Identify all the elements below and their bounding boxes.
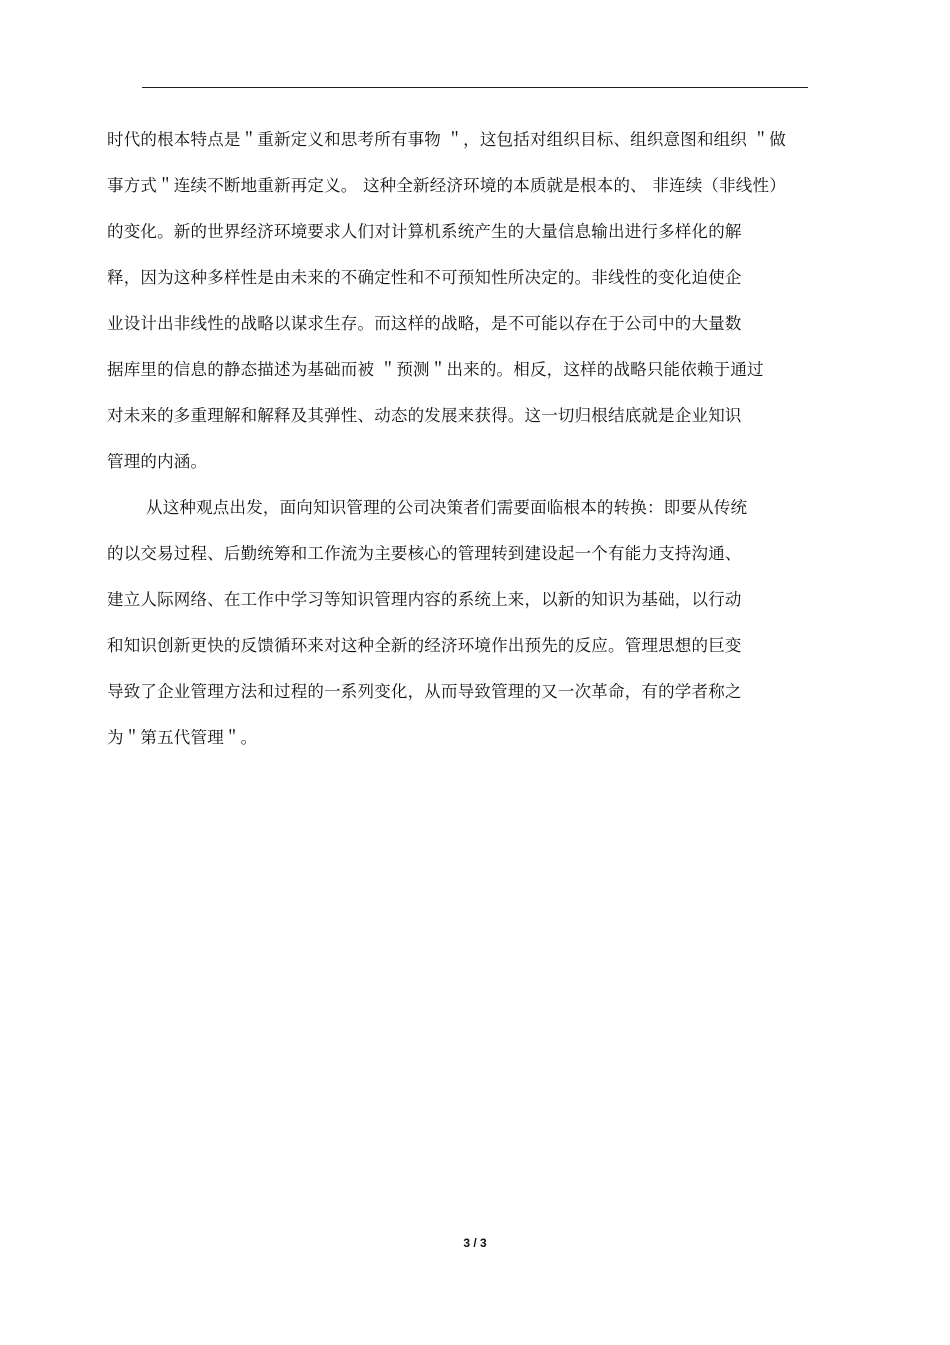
paragraph-1-line: 管理的内涵。	[107, 452, 208, 471]
paragraph-1-line: 事方式＂连续不断地重新再定义。 这种全新经济环境的本质就是根本的、 非连续（非线性）	[107, 176, 786, 195]
paragraph-2-line: 导致了企业管理方法和过程的一系列变化，从而导致管理的又一次革命，有的学者称之	[107, 682, 742, 701]
paragraph-1-line: 据库里的信息的静态描述为基础而被 ＂预测＂出来的。相反，这样的战略只能依赖于通过	[107, 360, 764, 379]
paragraph-2-line: 从这种观点出发，面向知识管理的公司决策者们需要面临根本的转换：即要从传统	[146, 498, 748, 517]
paragraph-1-line: 释，因为这种多样性是由未来的不确定性和不可预知性所决定的。非线性的变化迫使企	[107, 268, 742, 287]
page-number: 3 / 3	[463, 1236, 487, 1250]
header-rule	[142, 87, 808, 88]
paragraph-2-line: 建立人际网络、在工作中学习等知识管理内容的系统上来，以新的知识为基础，以行动	[107, 590, 742, 609]
paragraph-2-line: 和知识创新更快的反馈循环来对这种全新的经济环境作出预先的反应。管理思想的巨变	[107, 636, 742, 655]
paragraph-2-line: 为＂第五代管理＂。	[107, 728, 258, 747]
paragraph-1-line: 时代的根本特点是＂重新定义和思考所有事物 ＂，这包括对组织目标、组织意图和组织 ＂做	[107, 130, 786, 149]
paragraph-1-line: 对未来的多重理解和解释及其弹性、动态的发展来获得。这一切归根结底就是企业知识	[107, 406, 742, 425]
paragraph-1-line: 业设计出非线性的战略以谋求生存。而这样的战略，是不可能以存在于公司中的大量数	[107, 314, 742, 333]
paragraph-1-line: 的变化。新的世界经济环境要求人们对计算机系统产生的大量信息输出进行多样化的解	[107, 222, 742, 241]
paragraph-2-line: 的以交易过程、后勤统筹和工作流为主要核心的管理转到建设起一个有能力支持沟通、	[107, 544, 742, 563]
